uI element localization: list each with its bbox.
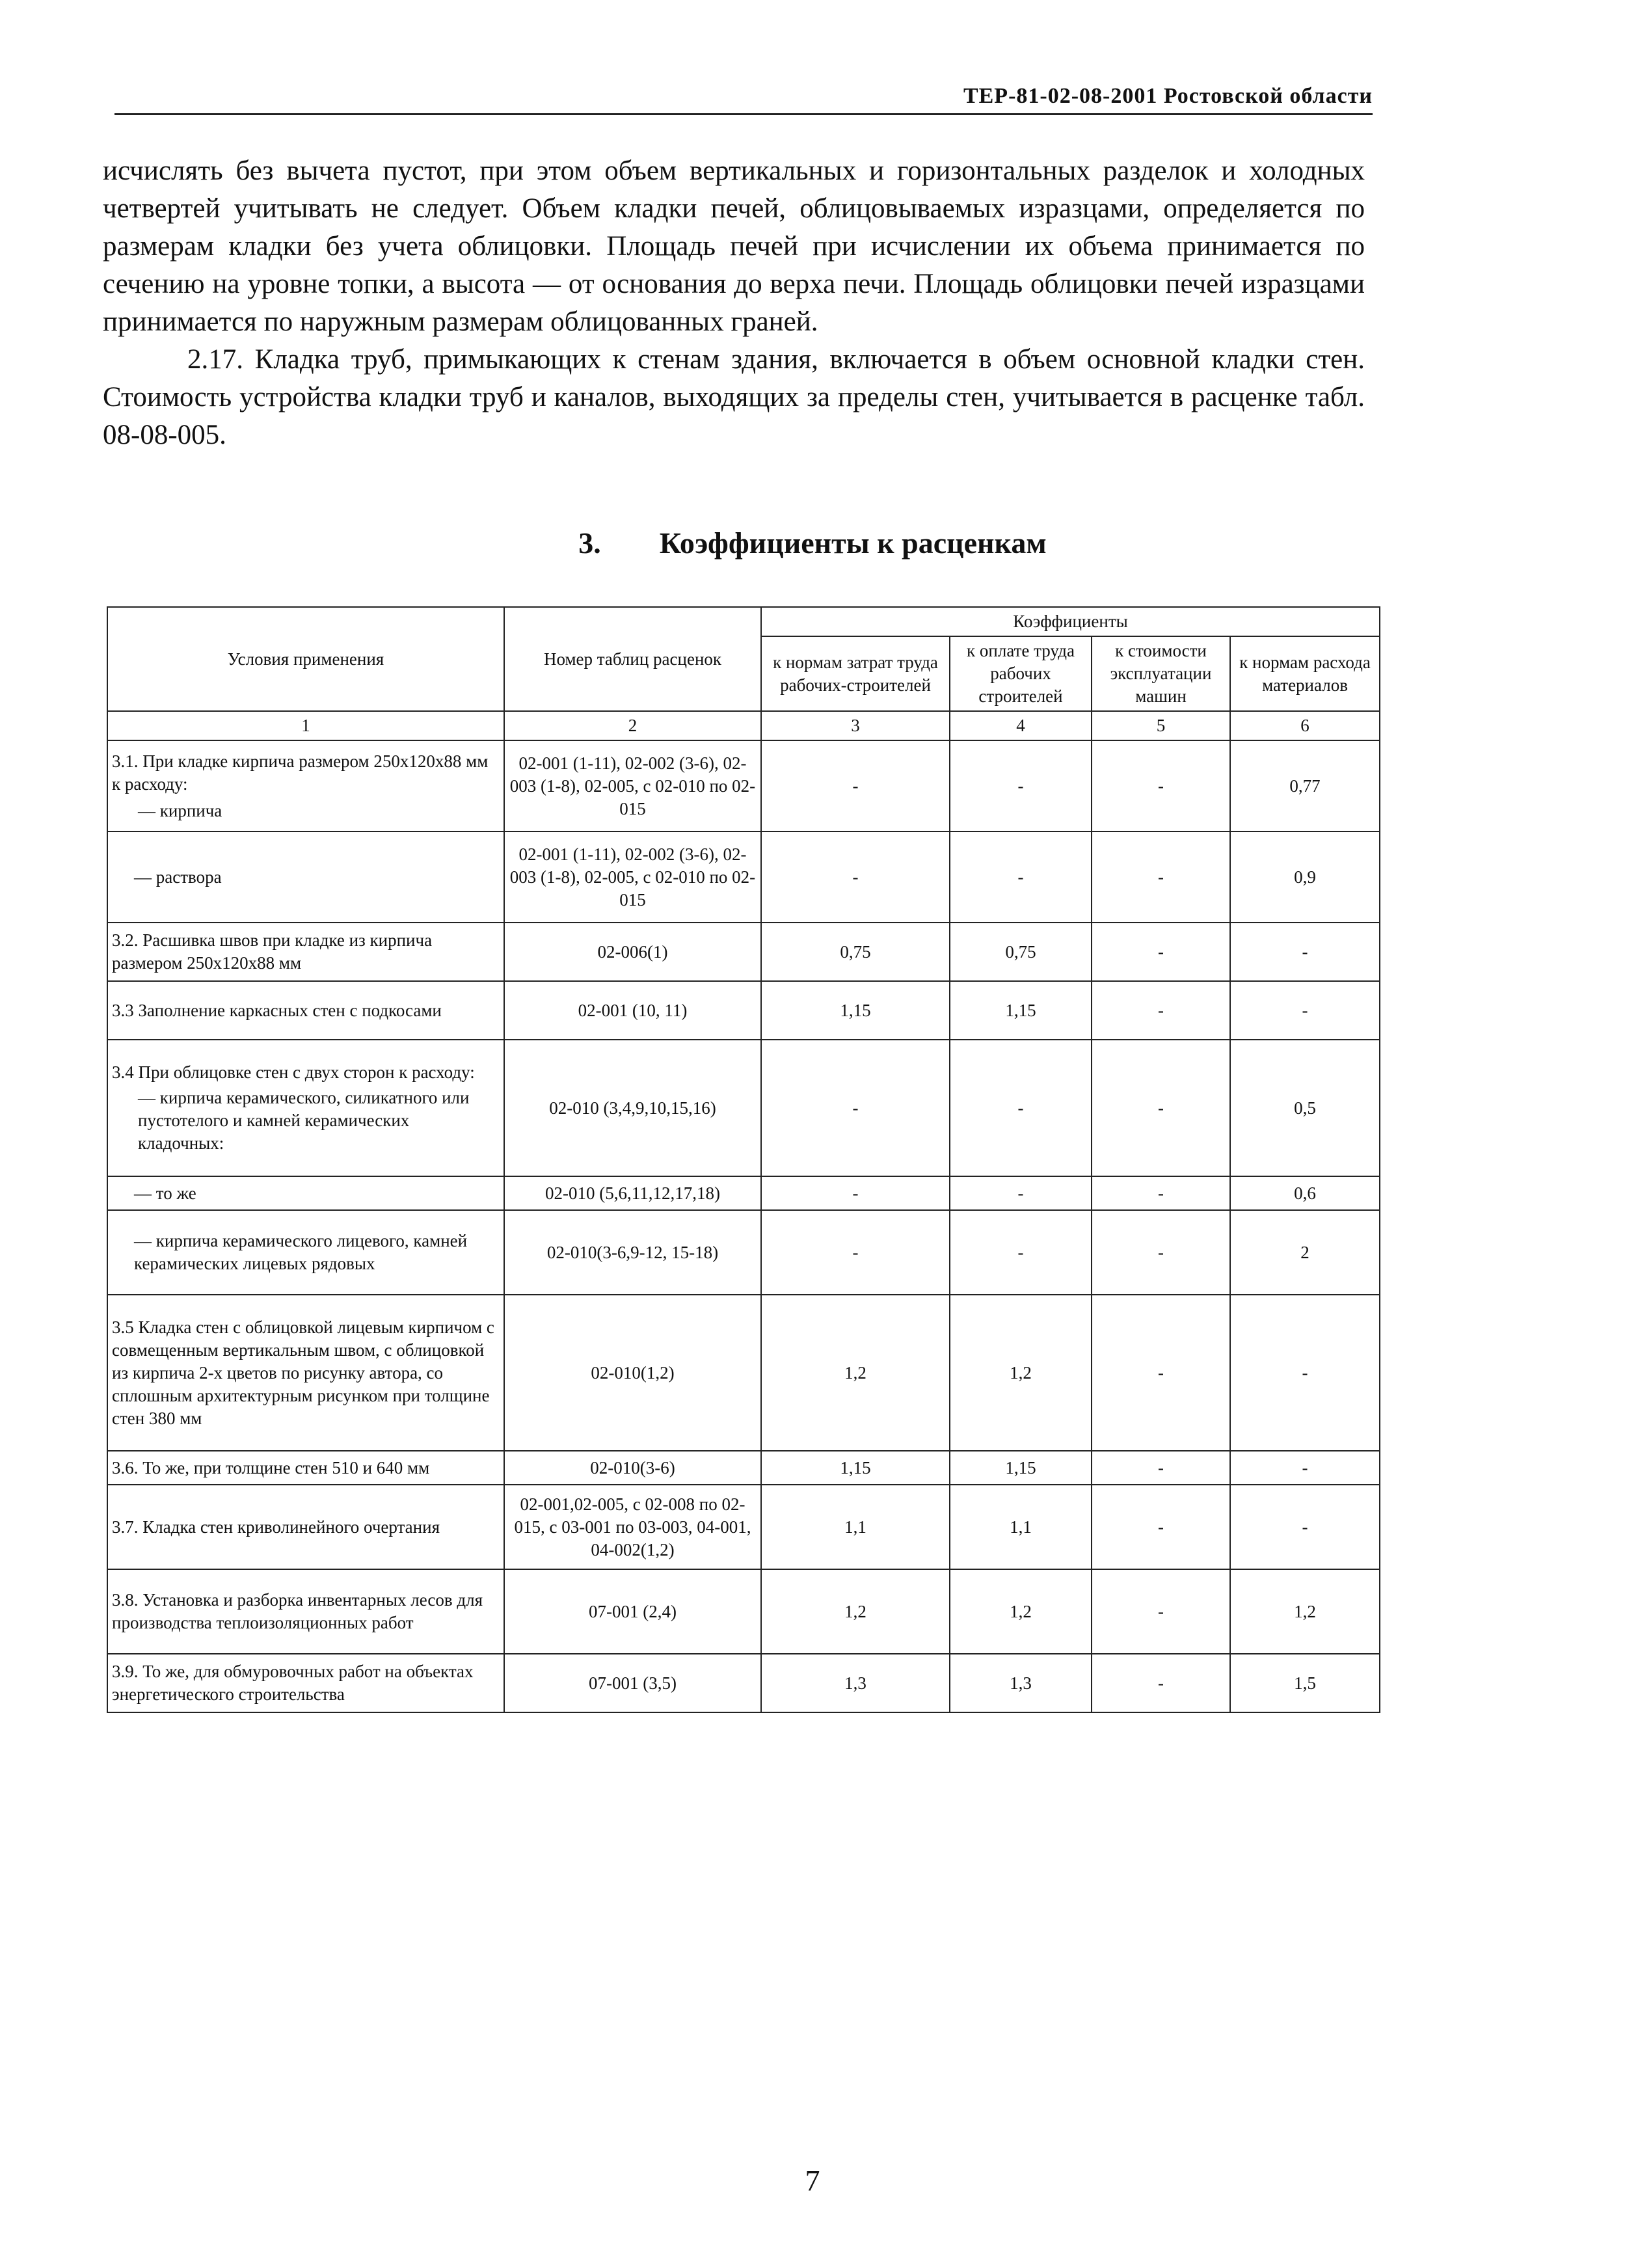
header-table-numbers: Номер таблиц расценок xyxy=(504,607,761,711)
table-row xyxy=(107,1654,1380,1712)
coef-labor-pay: 0,75 xyxy=(950,923,1092,981)
coef-labor-pay: 1,2 xyxy=(950,1569,1092,1654)
coef-labor-norms: - xyxy=(761,1210,950,1295)
table-numbers-cell: 02-006(1) xyxy=(504,923,761,981)
coef-machine-cost: - xyxy=(1092,1176,1230,1210)
condition-cell: 3.6. То же, при толщине стен 510 и 640 мм xyxy=(107,1451,504,1485)
condition-cell: 3.7. Кладка стен криволинейного очертания xyxy=(107,1485,504,1569)
table-header-row xyxy=(107,607,1380,636)
header-material-norms: к нормам расхода материалов xyxy=(1230,636,1380,711)
coef-material-norms: 0,5 xyxy=(1230,1040,1380,1176)
table-row xyxy=(107,1176,1380,1210)
coef-labor-pay: 1,15 xyxy=(950,981,1092,1040)
header-labor-pay: к оплате труда рабочих строителей xyxy=(950,636,1092,711)
coef-labor-norms: - xyxy=(761,1176,950,1210)
column-number-row xyxy=(107,711,1380,740)
condition-cell: — то же xyxy=(107,1176,504,1210)
coefficients-table xyxy=(107,606,1380,1713)
table-row xyxy=(107,981,1380,1040)
condition-subitem: — кирпича керамического, силикатного или пустотелого и камней керамических кладочных: xyxy=(138,1088,470,1153)
coef-material-norms: 0,77 xyxy=(1230,740,1380,831)
col-number: 1 xyxy=(107,711,504,740)
coef-material-norms: - xyxy=(1230,1485,1380,1569)
coef-labor-norms: 1,2 xyxy=(761,1295,950,1451)
coef-material-norms: - xyxy=(1230,923,1380,981)
table-row xyxy=(107,831,1380,923)
coef-labor-pay: 1,3 xyxy=(950,1654,1092,1712)
coef-machine-cost: - xyxy=(1092,1040,1230,1176)
table-row xyxy=(107,1451,1380,1485)
table-row xyxy=(107,740,1380,831)
condition-cell: 3.3 Заполнение каркасных стен с подкосами xyxy=(107,981,504,1040)
condition-cell: 3.5 Кладка стен с облицовкой лицевым кирпичом с совмещенным вертикальным швом, с облицовкой из кирпича 2-х цветов по рисунку автора, со сплошным архитектурным рисунком при толщине стен 380 мм xyxy=(107,1295,504,1451)
coef-material-norms: - xyxy=(1230,981,1380,1040)
coef-machine-cost: - xyxy=(1092,1485,1230,1569)
condition-cell xyxy=(107,1040,504,1176)
body-text xyxy=(103,152,1365,454)
section-heading: Коэффициенты к расценкам xyxy=(659,526,1047,560)
table-numbers-cell: 02-010(3-6,9-12, 15-18) xyxy=(504,1210,761,1295)
col-number: 5 xyxy=(1092,711,1230,740)
coef-machine-cost: - xyxy=(1092,981,1230,1040)
coef-labor-norms: 1,1 xyxy=(761,1485,950,1569)
coef-labor-pay: 1,15 xyxy=(950,1451,1092,1485)
table-row xyxy=(107,1210,1380,1295)
col-number: 3 xyxy=(761,711,950,740)
coef-material-norms: 1,2 xyxy=(1230,1569,1380,1654)
coef-labor-pay: - xyxy=(950,1040,1092,1176)
coef-material-norms: 1,5 xyxy=(1230,1654,1380,1712)
condition-subitem: — кирпича xyxy=(138,800,222,820)
table-numbers-cell: 07-001 (3,5) xyxy=(504,1654,761,1712)
condition-cell: 3.2. Расшивка швов при кладке из кирпича размером 250x120x88 мм xyxy=(107,923,504,981)
table-numbers-cell: 02-001 (1-11), 02-002 (3-6), 02-003 (1-8), 02-005, с 02-010 по 02-015 xyxy=(504,740,761,831)
condition-cell: 3.8. Установка и разборка инвентарных лесов для производства теплоизоляционных работ xyxy=(107,1569,504,1654)
condition-cell xyxy=(107,740,504,831)
table-numbers-cell: 02-010(1,2) xyxy=(504,1295,761,1451)
coef-material-norms: - xyxy=(1230,1295,1380,1451)
page-number: 7 xyxy=(805,2164,820,2197)
coef-material-norms: 0,9 xyxy=(1230,831,1380,923)
coef-labor-pay: - xyxy=(950,831,1092,923)
coef-machine-cost: - xyxy=(1092,1210,1230,1295)
coef-machine-cost: - xyxy=(1092,740,1230,831)
coef-machine-cost: - xyxy=(1092,923,1230,981)
table-numbers-cell: 02-010 (5,6,11,12,17,18) xyxy=(504,1176,761,1210)
coef-labor-norms: 1,3 xyxy=(761,1654,950,1712)
condition-cell: 3.9. То же, для обмуровочных работ на объектах энергетического строительства xyxy=(107,1654,504,1712)
table-numbers-cell: 02-010 (3,4,9,10,15,16) xyxy=(504,1040,761,1176)
coef-labor-norms: - xyxy=(761,740,950,831)
coef-labor-pay: - xyxy=(950,1210,1092,1295)
table-numbers-cell: 02-001 (10, 11) xyxy=(504,981,761,1040)
coef-machine-cost: - xyxy=(1092,1654,1230,1712)
coef-material-norms: 2 xyxy=(1230,1210,1380,1295)
page-header xyxy=(114,79,1373,115)
col-number: 6 xyxy=(1230,711,1380,740)
coef-machine-cost: - xyxy=(1092,1295,1230,1451)
paragraph-continuation: исчислять без вычета пустот, при этом объем вертикальных и горизонтальных разделок и холодных четвертей учитывать не следует. Объем кладки печей, облицовываемых изразцами, определяется по размерам кладки без учета облицовки. Площадь печей при исчислении их объема принимается по сечению на уровне топки, а высота — от основания до верха печи. Площадь облицовки печей изразцами принимается по наружным размерам облицованных граней. xyxy=(103,155,1365,337)
condition-text: 3.1. При кладке кирпича размером 250x120x88 мм к расходу: xyxy=(112,751,489,794)
table-row xyxy=(107,1485,1380,1569)
coef-labor-pay: 1,2 xyxy=(950,1295,1092,1451)
coef-labor-norms: 1,2 xyxy=(761,1569,950,1654)
section-number: 3. xyxy=(578,526,601,560)
coef-machine-cost: - xyxy=(1092,1569,1230,1654)
coef-labor-norms: 1,15 xyxy=(761,981,950,1040)
header-coefficients: Коэффициенты xyxy=(761,607,1380,636)
header-labor-norms: к нормам затрат труда рабочих-строителей xyxy=(761,636,950,711)
table-row xyxy=(107,1295,1380,1451)
section-title xyxy=(0,526,1625,560)
coef-labor-pay: - xyxy=(950,1176,1092,1210)
table-numbers-cell: 02-001,02-005, с 02-008 по 02-015, с 03-001 по 03-003, 04-001, 04-002(1,2) xyxy=(504,1485,761,1569)
table-numbers-cell: 07-001 (2,4) xyxy=(504,1569,761,1654)
table-row xyxy=(107,1569,1380,1654)
coef-material-norms: - xyxy=(1230,1451,1380,1485)
coef-material-norms: 0,6 xyxy=(1230,1176,1380,1210)
coef-labor-norms: - xyxy=(761,831,950,923)
document-code: ТЕР-81-02-08-2001 Ростовской области xyxy=(963,84,1373,108)
table-numbers-cell: 02-010(3-6) xyxy=(504,1451,761,1485)
condition-cell: — раствора xyxy=(107,831,504,923)
col-number: 2 xyxy=(504,711,761,740)
coef-machine-cost: - xyxy=(1092,1451,1230,1485)
table-numbers-cell: 02-001 (1-11), 02-002 (3-6), 02-003 (1-8), 02-005, с 02-010 по 02-015 xyxy=(504,831,761,923)
coef-labor-pay: 1,1 xyxy=(950,1485,1092,1569)
condition-text: 3.4 При облицовке стен с двух сторон к расходу: xyxy=(112,1062,475,1082)
table-row xyxy=(107,1040,1380,1176)
condition-cell: — кирпича керамического лицевого, камней керамических лицевых рядовых xyxy=(107,1210,504,1295)
coef-labor-norms: 1,15 xyxy=(761,1451,950,1485)
paragraph-2-17: 2.17. Кладка труб, примыкающих к стенам здания, включается в объем основной кладки стен. Стоимость устройства кладки труб и каналов, выходящих за пределы стен, учитывается в расценке табл. 08-08-005. xyxy=(103,344,1365,450)
header-conditions: Условия применения xyxy=(107,607,504,711)
coef-labor-pay: - xyxy=(950,740,1092,831)
coef-labor-norms: - xyxy=(761,1040,950,1176)
coef-labor-norms: 0,75 xyxy=(761,923,950,981)
coef-machine-cost: - xyxy=(1092,831,1230,923)
col-number: 4 xyxy=(950,711,1092,740)
header-machine-cost: к стоимости эксплуатации машин xyxy=(1092,636,1230,711)
table-row xyxy=(107,923,1380,981)
